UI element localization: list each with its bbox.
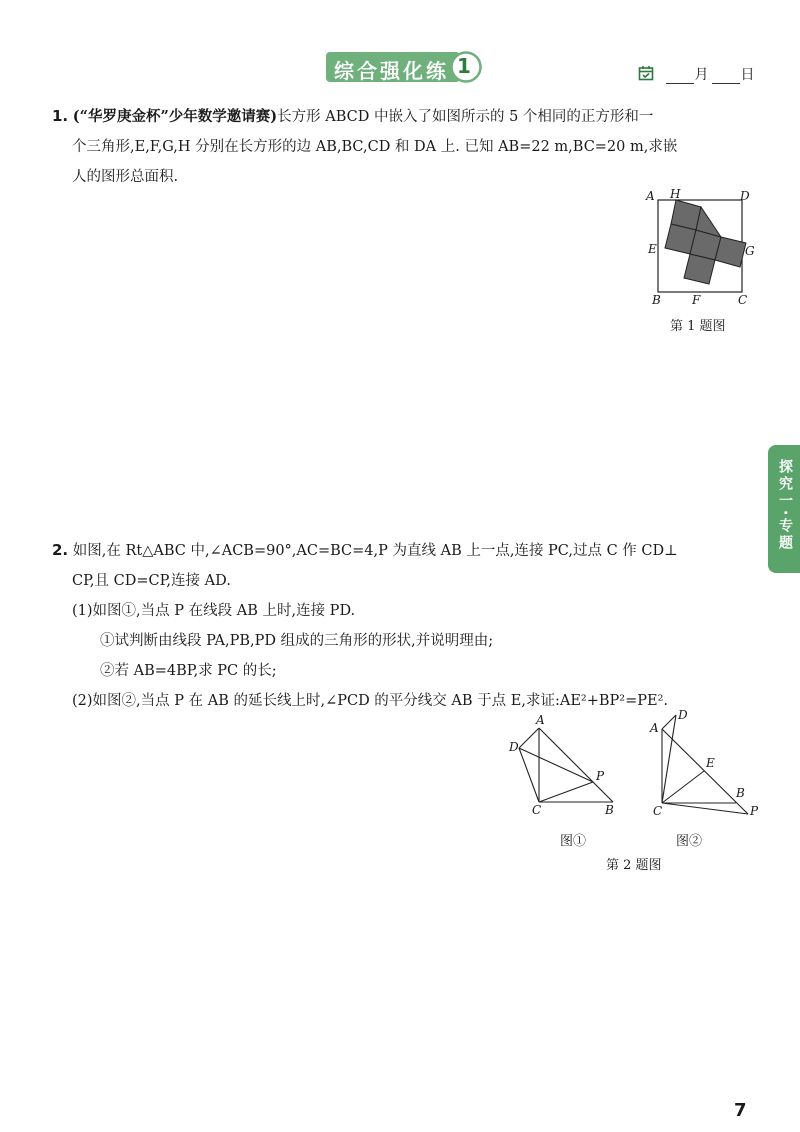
fig2-label-a: A xyxy=(650,721,659,735)
question-2-part1: (1)如图①,当点 P 在线段 AB 上时,连接 PD. xyxy=(72,603,356,619)
segment-cp xyxy=(662,803,748,814)
fig1-label-b: B xyxy=(605,803,614,817)
fig2-label-c: C xyxy=(653,804,663,818)
segment-cd xyxy=(662,715,676,803)
question-2-line1: 如图,在 Rt△ABC 中,∠ACB=90°,AC=BC=4,P 为直线 AB 上一点,连接 PC,过点 C 作 CD⊥ xyxy=(72,543,678,559)
month-label: 月 xyxy=(694,67,709,83)
embedded-squares xyxy=(665,200,746,284)
question-1 xyxy=(52,101,752,192)
question-2-number: 2. xyxy=(52,541,69,559)
question-2-part2: (2)如图②,当点 P 在 AB 的延长线上时,∠PCD 的平分线交 AB 于点 E,求证:AE²+BP²=PE². xyxy=(72,693,668,709)
label-b: B xyxy=(652,293,661,307)
month-blank xyxy=(666,69,694,84)
segment-cp xyxy=(539,782,593,802)
fig2-label-d: D xyxy=(678,708,688,722)
question-1-source: (“华罗庚金杯”少年数学邀请赛) xyxy=(72,108,278,125)
label-f: F xyxy=(692,293,701,307)
label-a: A xyxy=(646,189,655,203)
question-1-line3: 人的图形总面积. xyxy=(72,169,179,185)
figure-2-1-caption: 图① xyxy=(560,834,587,849)
question-1-number: 1. xyxy=(52,107,69,125)
fig2-label-e: E xyxy=(706,756,715,770)
section-title: 综合强化练 xyxy=(334,59,449,83)
segment-ap xyxy=(662,729,748,814)
figure-2-caption: 第 2 题图 xyxy=(606,858,662,873)
day-label: 日 xyxy=(740,67,755,83)
fig2-label-b: B xyxy=(736,786,745,800)
question-2-line2: CP,且 CD=CP,连接 AD. xyxy=(72,573,231,589)
square-4 xyxy=(715,237,746,267)
figure-1 xyxy=(640,185,760,310)
figure-2-2 xyxy=(640,705,765,820)
chapter-side-tab xyxy=(768,445,800,573)
square-5 xyxy=(684,254,715,284)
question-2-part1-ii: ②若 AB=4BP,求 PC 的长; xyxy=(100,663,277,679)
date-field xyxy=(638,64,768,86)
segment-ce xyxy=(662,771,704,803)
label-g: G xyxy=(745,244,755,258)
fig1-label-p: P xyxy=(596,769,605,783)
fig1-label-a: A xyxy=(536,713,545,727)
fig1-label-d: D xyxy=(509,740,519,754)
calendar-icon xyxy=(638,65,654,81)
side-tab-text: 探究一·专题 xyxy=(777,459,793,553)
question-2 xyxy=(52,535,762,716)
label-d: D xyxy=(740,189,750,203)
fig1-label-c: C xyxy=(532,803,542,817)
section-banner xyxy=(326,51,486,83)
question-2-part1-i: ①试判断由线段 PA,PB,PD 组成的三角形的形状,并说明理由; xyxy=(100,633,494,649)
section-number: 1 xyxy=(457,54,471,78)
page-number: 7 xyxy=(734,1100,747,1121)
figure-2-1 xyxy=(505,708,625,820)
question-1-line2: 个三角形,E,F,G,H 分别在长方形的边 AB,BC,CD 和 DA 上. 已知 AB=22 m,BC=20 m,求嵌 xyxy=(72,139,678,155)
label-e: E xyxy=(648,242,657,256)
figure-1-caption: 第 1 题图 xyxy=(670,319,726,334)
figure-2-2-caption: 图② xyxy=(676,834,703,849)
label-h: H xyxy=(670,187,681,201)
question-1-line1: 长方形 ABCD 中嵌入了如图所示的 5 个相同的正方形和一 xyxy=(277,109,654,125)
segment-ab xyxy=(539,728,613,802)
segment-ad xyxy=(519,728,539,748)
label-c: C xyxy=(738,293,748,307)
fig2-label-p: P xyxy=(750,804,759,818)
day-blank xyxy=(712,69,740,84)
